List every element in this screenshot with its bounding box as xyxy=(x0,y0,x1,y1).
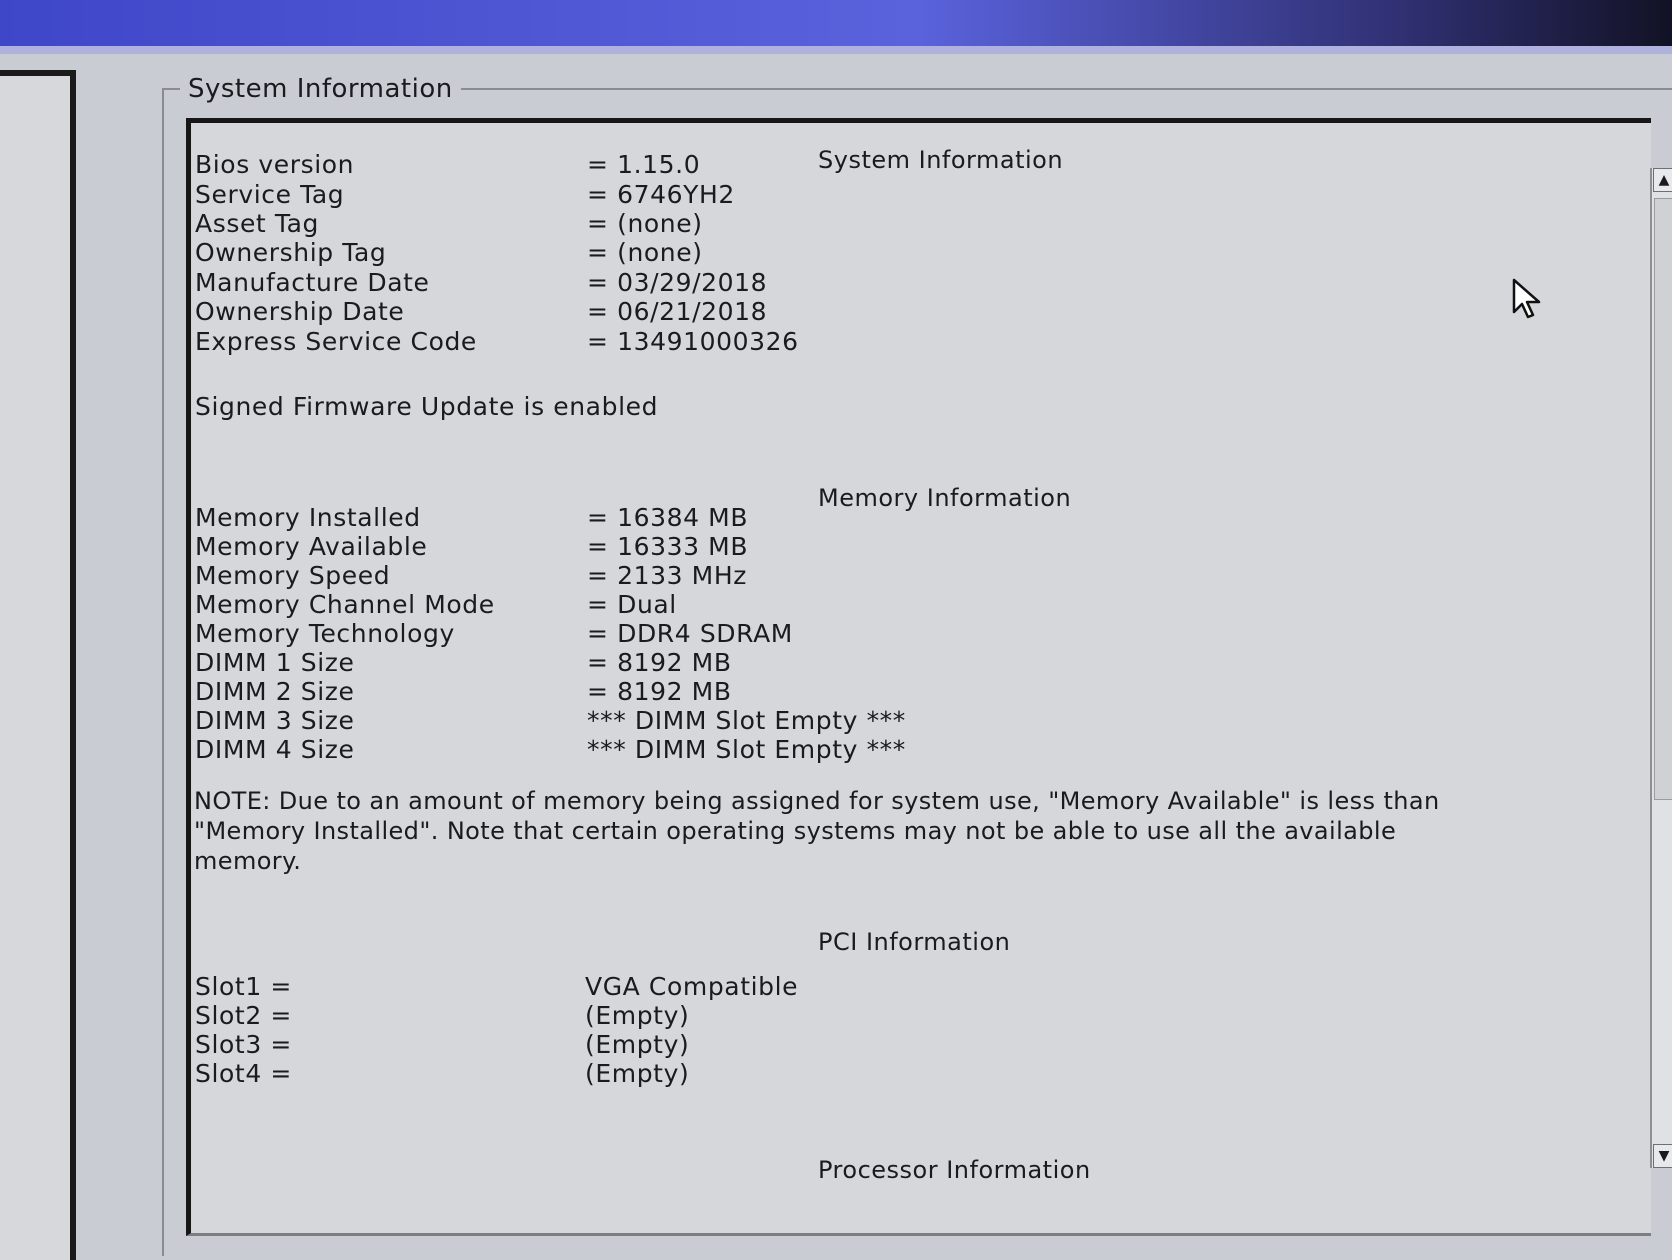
dimm4-size-row xyxy=(195,735,906,765)
row-label: DIMM 2 Size xyxy=(195,677,355,706)
row-value: = 03/29/2018 xyxy=(587,268,768,297)
row-value: *** DIMM Slot Empty *** xyxy=(587,735,906,764)
ownership-date-row xyxy=(195,297,767,327)
service-tag-row xyxy=(195,180,735,210)
dimm1-size-row xyxy=(195,648,732,678)
row-value: = 2133 MHz xyxy=(587,561,747,590)
row-label: Slot2 = xyxy=(195,1001,292,1030)
row-value: = 8192 MB xyxy=(587,677,732,706)
row-label: Slot3 = xyxy=(195,1030,292,1059)
scroll-down-arrow-icon[interactable]: ▼ xyxy=(1653,1144,1672,1168)
row-label: Slot4 = xyxy=(195,1059,292,1088)
asset-tag-row xyxy=(195,209,703,239)
row-label: Express Service Code xyxy=(195,327,477,356)
firmware-status: Signed Firmware Update is enabled xyxy=(195,392,659,421)
memory-speed-row xyxy=(195,561,747,591)
memory-technology-row xyxy=(195,619,793,649)
row-value: = DDR4 SDRAM xyxy=(587,619,793,648)
express-service-code-row xyxy=(195,327,799,357)
scroll-up-arrow-icon[interactable]: ▲ xyxy=(1653,168,1672,192)
pci-slot3-row xyxy=(195,1030,689,1060)
row-value: (Empty) xyxy=(585,1059,690,1088)
memory-installed-row xyxy=(195,503,748,533)
memory-available-row xyxy=(195,532,748,562)
row-label: Manufacture Date xyxy=(195,268,430,297)
navigation-pane[interactable] xyxy=(0,70,76,1260)
row-value: VGA Compatible xyxy=(585,972,799,1001)
dimm2-size-row xyxy=(195,677,732,707)
dimm3-size-row xyxy=(195,706,906,736)
row-label: Memory Technology xyxy=(195,619,455,648)
row-label: Ownership Tag xyxy=(195,238,387,267)
row-label: Memory Installed xyxy=(195,503,421,532)
title-bar xyxy=(0,0,1672,46)
memory-channel-mode-row xyxy=(195,590,677,620)
row-value: = 1.15.0 xyxy=(587,150,701,179)
row-value: = 06/21/2018 xyxy=(587,297,768,326)
row-label: Slot1 = xyxy=(195,972,292,1001)
row-value: = 16384 MB xyxy=(587,503,749,532)
row-value: = 13491000326 xyxy=(587,327,799,356)
pci-info-heading: PCI Information xyxy=(818,928,1011,956)
row-value: = (none) xyxy=(587,238,703,267)
pci-slot2-row xyxy=(195,1001,689,1031)
row-label: Asset Tag xyxy=(195,209,320,238)
pci-slot4-row xyxy=(195,1059,689,1089)
row-label: Bios version xyxy=(195,150,355,179)
row-label: Memory Speed xyxy=(195,561,391,590)
row-value: *** DIMM Slot Empty *** xyxy=(587,706,906,735)
bios-version-row xyxy=(195,150,700,180)
row-label: DIMM 1 Size xyxy=(195,648,355,677)
row-label: DIMM 3 Size xyxy=(195,706,355,735)
row-label: Memory Available xyxy=(195,532,428,561)
row-label: Memory Channel Mode xyxy=(195,590,495,619)
row-value: = 6746YH2 xyxy=(587,180,735,209)
row-label: Service Tag xyxy=(195,180,345,209)
row-value: (Empty) xyxy=(585,1001,690,1030)
row-value: = 16333 MB xyxy=(587,532,749,561)
memory-note: NOTE: Due to an amount of memory being assigned for system use, "Memory Available" is less than "Memory Installed". Note that certain operating systems may not be able to use all the available memory. xyxy=(194,787,1440,875)
mouse-pointer-icon xyxy=(1512,278,1546,320)
processor-info-heading: Processor Information xyxy=(818,1156,1091,1184)
row-value: = (none) xyxy=(587,209,703,238)
memory-info-heading: Memory Information xyxy=(818,484,1072,512)
row-label: Ownership Date xyxy=(195,297,405,326)
title-bar-edge xyxy=(0,46,1672,54)
scroll-thumb[interactable] xyxy=(1654,198,1672,800)
row-value: (Empty) xyxy=(585,1030,690,1059)
row-label: DIMM 4 Size xyxy=(195,735,355,764)
ownership-tag-row xyxy=(195,238,703,268)
group-title: System Information xyxy=(180,74,461,104)
manufacture-date-row xyxy=(195,268,767,298)
row-value: = Dual xyxy=(587,590,677,619)
row-value: = 8192 MB xyxy=(587,648,732,677)
pci-slot1-row xyxy=(195,972,798,1002)
vertical-scrollbar[interactable] xyxy=(1650,168,1672,1168)
system-info-heading: System Information xyxy=(818,146,1064,174)
